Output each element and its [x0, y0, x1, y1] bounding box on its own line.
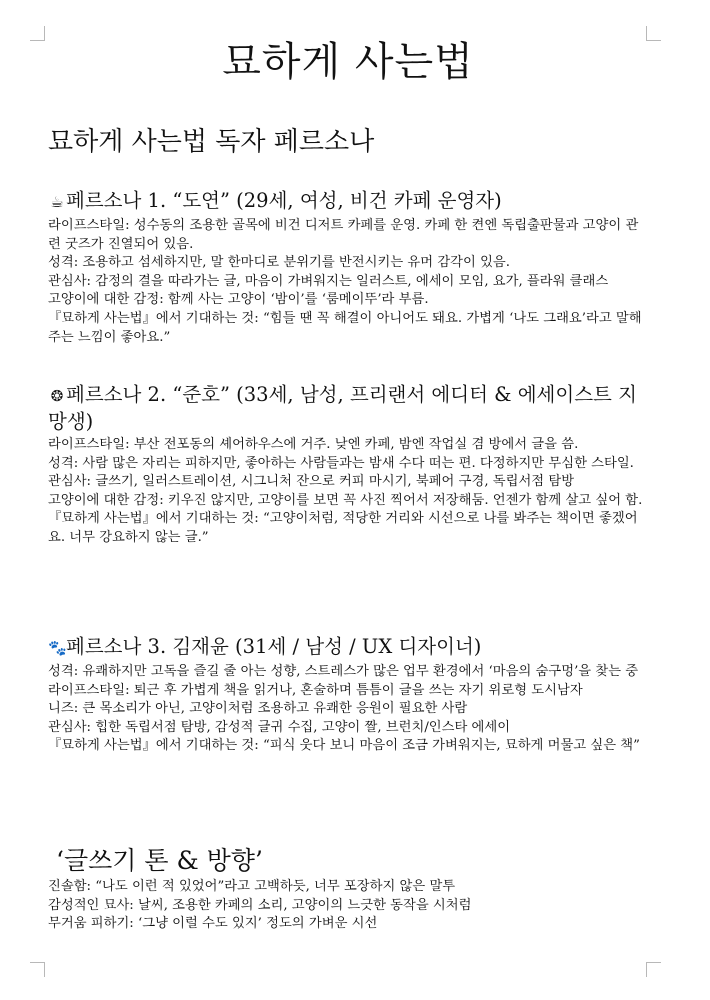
persona-3 [48, 634, 648, 756]
page-corner-mark [30, 962, 45, 977]
page-corner-mark [30, 26, 45, 41]
persona-1-interests: 관심사: 감정의 결을 따라가는 글, 마음이 가벼워지는 일러스트, 에세이 모임, 요가, 플라워 클래스 [48, 273, 609, 289]
persona-3-interests: 관심사: 힙한 독립서점 탐방, 감성적 글귀 수집, 고양이 짤, 브런치/인스타 에세이 [48, 719, 511, 735]
persona-2-interests: 관심사: 글쓰기, 일러스트레이션, 시그니처 잔으로 커피 마시기, 북페어 구경, 독립서점 탐방 [48, 474, 575, 490]
tone-honesty: 진솔함: “나도 이런 적 있었어”라고 고백하듯, 너무 포장하지 않은 말투 [48, 879, 456, 894]
tone-description: 감성적인 묘사: 날씨, 조용한 카페의 소리, 고양이의 느긋한 동작을 시처럼 [48, 897, 472, 913]
persona-2-personality: 성격: 사람 많은 자리는 피하지만, 좋아하는 사람들과는 밤새 수다 떠는 편. 다정하지만 무심한 스타일. [48, 455, 634, 471]
page-corner-mark [646, 962, 661, 977]
persona-1-heading: 페르소나 1. “도연” (29세, 여성, 비건 카페 운영자) [66, 189, 502, 212]
persona-1 [48, 188, 648, 347]
persona-2-cat-feeling: 고양이에 대한 감정: 키우진 않지만, 고양이를 보면 꼭 사진 찍어서 저장해둠. 언젠가 함께 살고 싶어 함. [48, 492, 643, 508]
document-page [48, 36, 648, 932]
document-title: 묘하게 사는법 [222, 39, 474, 85]
persona-1-lifestyle: 라이프스타일: 성수동의 조용한 골목에 비건 디저트 카페를 운영. 카페 한 켠엔 독립출판물과 고양이 관련 굿즈가 진열되어 있음. [48, 218, 639, 252]
persona-3-lifestyle: 라이프스타일: 퇴근 후 가볍게 책을 읽거나, 혼술하며 틈틈이 글을 쓰는 자기 위로형 도시남자 [48, 682, 583, 698]
persona-3-personality: 성격: 유쾌하지만 고독을 즐길 줄 아는 성향, 스트레스가 많은 업무 환경에서 ‘마음의 숨구멍’을 찾는 중 [48, 664, 639, 679]
persona-1-personality: 성격: 조용하고 섬세하지만, 말 한마디로 분위기를 반전시키는 유머 감각이 있음. [48, 255, 511, 271]
persona-3-heading: 페르소나 3. 김재윤 (31세 / 남성 / UX 디자이너) [66, 635, 482, 658]
tone-lightness: 무거움 피하기: ‘그냥 이럴 수도 있지’ 정도의 가벼운 시선 [48, 916, 378, 932]
coffee-icon: ☕ [50, 193, 64, 211]
sparkle-icon: ❂ [50, 387, 64, 405]
tone-heading: ‘글쓰기 톤 & 방향’ [56, 846, 263, 875]
document-subtitle: 묘하게 사는법 독자 페르소나 [48, 127, 375, 157]
persona-1-expectation: 『묘하게 사는법』에서 기대하는 것: “힘들 땐 꼭 해결이 아니어도 돼요. 가볍게 ‘나도 그래요’라고 말해주는 느낌이 좋아요.” [48, 310, 642, 345]
tone-section [48, 878, 648, 934]
persona-2-expectation: 『묘하게 사는법』에서 기대하는 것: “고양이처럼, 적당한 거리와 시선으로 나를 봐주는 책이면 좋겠어요. 너무 강요하지 않는 글.” [48, 511, 638, 545]
persona-3-expectation: 『묘하게 사는법』에서 기대하는 것: “피식 웃다 보니 마음이 조금 가벼워지는, 묘하게 머물고 싶은 책” [48, 738, 640, 754]
persona-1-cat-feeling: 고양이에 대한 감정: 함께 사는 고양이 ‘밤이’를 ‘룸메이뚜’라 부름. [48, 292, 429, 308]
persona-2-heading: 페르소나 2. “준호” (33세, 남성, 프리랜서 에디터 & 에세이스트 지망생) [48, 383, 637, 433]
persona-2-lifestyle: 라이프스타일: 부산 전포동의 셰어하우스에 거주. 낮엔 카페, 밤엔 작업실 겸 방에서 글을 씀. [48, 437, 579, 452]
page-corner-mark [646, 26, 661, 41]
persona-3-needs: 니즈: 큰 목소리가 아닌, 고양이처럼 조용하고 유쾌한 응원이 필요한 사람 [48, 701, 468, 717]
paw-icon: 🐾 [48, 639, 67, 657]
persona-2 [48, 382, 648, 548]
